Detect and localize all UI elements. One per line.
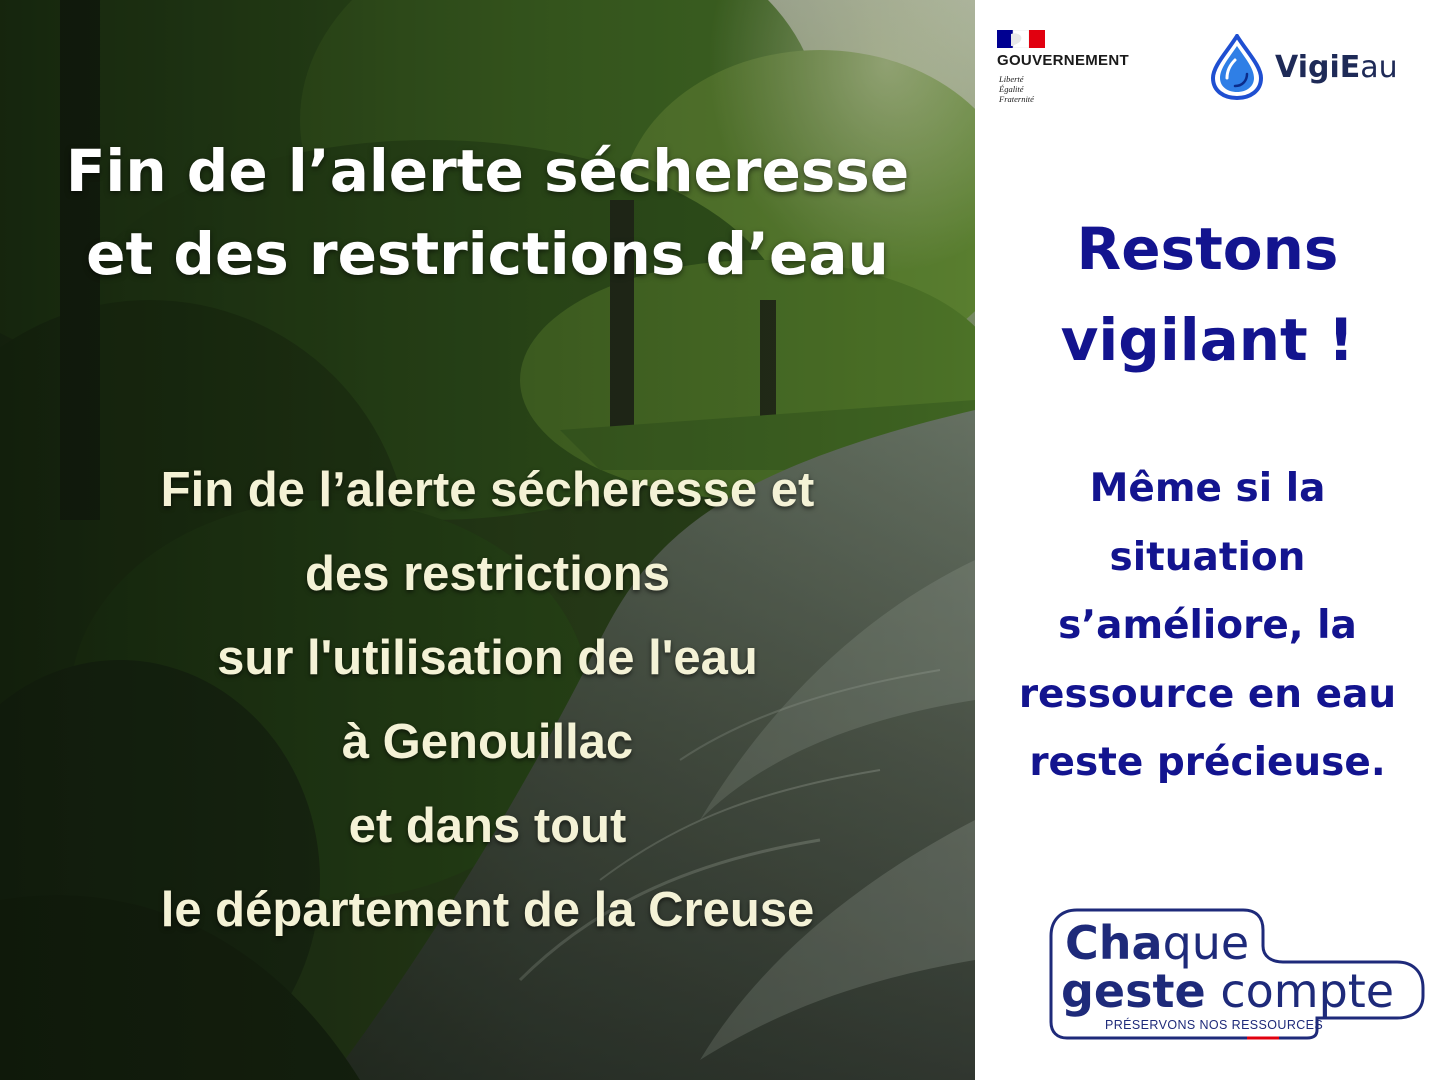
tagline-line: vigilant ! xyxy=(1060,306,1355,374)
announcement-line: à Genouillac xyxy=(341,715,634,769)
water-drop-icon xyxy=(1209,34,1265,100)
vigieau-logo xyxy=(1209,34,1419,100)
announcement-line: le département de la Creuse xyxy=(160,883,815,937)
chaque-geste-compte-logo xyxy=(1047,906,1427,1046)
announcement-line: des restrictions xyxy=(305,547,670,601)
tagline xyxy=(975,204,1440,386)
announcement-line: et dans tout xyxy=(348,799,627,853)
motto-word: Fraternité xyxy=(999,94,1034,104)
headline xyxy=(0,130,975,296)
gouvernement-motto xyxy=(999,74,1034,104)
gouvernement-logo xyxy=(997,30,1157,110)
tagline-line: Restons xyxy=(1076,215,1339,283)
vigieau-wordmark-light: au xyxy=(1360,50,1398,85)
right-panel xyxy=(975,0,1440,1080)
announcement-line: Fin de l’alerte sécheresse et xyxy=(160,463,815,517)
gouvernement-name: GOUVERNEMENT xyxy=(997,52,1129,69)
cgc-line-2 xyxy=(1061,966,1394,1016)
cgc-word-bold: Cha xyxy=(1065,916,1163,970)
vigilance-message xyxy=(975,455,1440,798)
message-line: ressource en eau xyxy=(1018,671,1397,717)
message-line: Même si la xyxy=(1089,466,1326,511)
announcement-line: sur l'utilisation de l'eau xyxy=(217,631,758,685)
message-line: reste précieuse. xyxy=(1029,740,1386,785)
message-line: s’améliore, la xyxy=(1058,603,1357,648)
vigieau-wordmark-bold: VigiE xyxy=(1275,50,1361,85)
headline-line: et des restrictions d’eau xyxy=(86,220,889,288)
cgc-word-light: compte xyxy=(1205,964,1395,1018)
cgc-word-bold: geste xyxy=(1061,964,1206,1018)
motto-word: Égalité xyxy=(999,84,1024,94)
vigieau-wordmark xyxy=(1275,50,1398,85)
headline-line: Fin de l’alerte sécheresse xyxy=(65,137,910,205)
message-line: situation xyxy=(1109,534,1306,580)
announcement-text xyxy=(0,448,975,952)
marianne-flag-icon xyxy=(997,30,1045,48)
cgc-line-1 xyxy=(1065,918,1249,968)
motto-word: Liberté xyxy=(999,74,1024,84)
cgc-subtitle: PRÉSERVONS NOS RESSOURCES xyxy=(1105,1018,1324,1032)
cgc-word-light: que xyxy=(1162,916,1250,970)
